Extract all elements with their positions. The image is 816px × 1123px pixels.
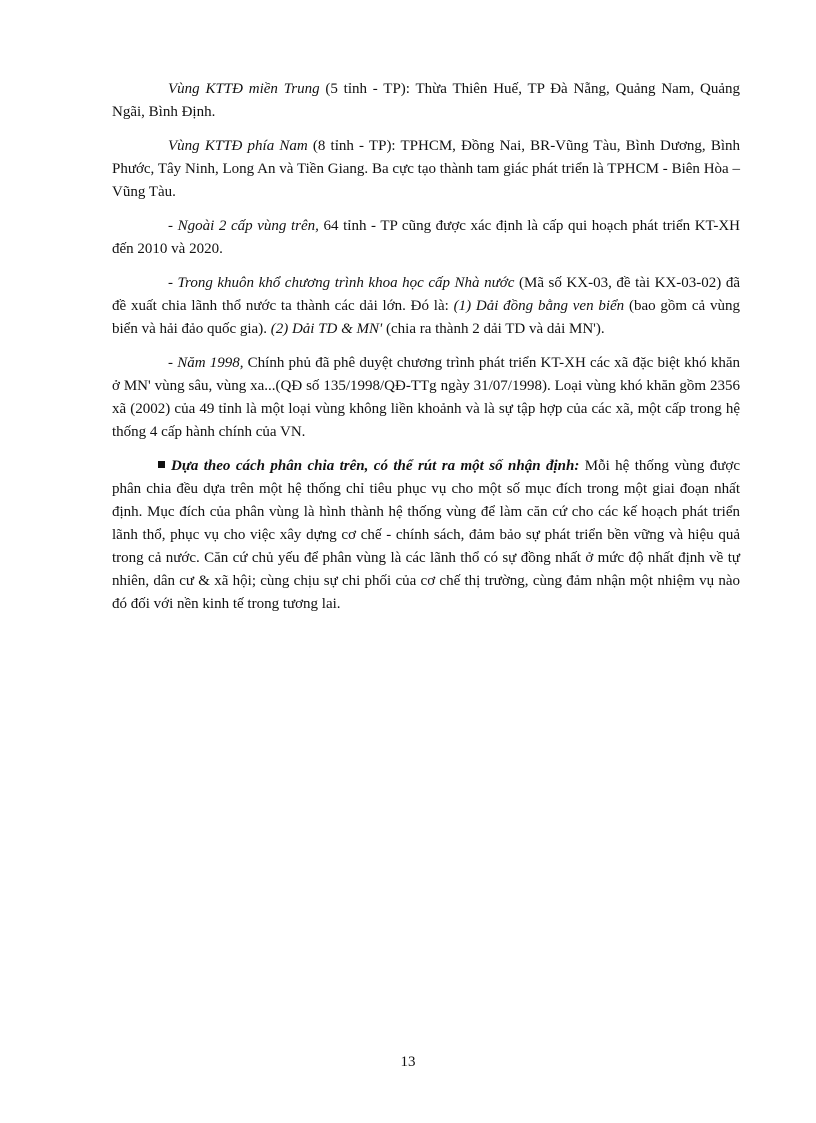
paragraph-lead: Ngoài 2 cấp vùng trên, bbox=[177, 218, 319, 234]
paragraph-lead: Năm 1998, bbox=[177, 355, 244, 371]
page-number: 13 bbox=[400, 1054, 416, 1070]
paragraph-national-program bbox=[112, 272, 740, 341]
paragraph-text: 64 tỉnh - TP cũng được xác định là cấp qui hoạch phát triển KT-XH đến 2010 và 2020. bbox=[112, 218, 741, 257]
midland-mountain-strip: (2) Dải TD & MN' bbox=[270, 321, 383, 337]
paragraph-text: (bao gồm cả vùng biển và hải đảo quốc gia). bbox=[112, 298, 740, 337]
paragraph-conclusions bbox=[112, 455, 740, 616]
paragraph-lead: Dựa theo cách phân chia trên, có thể rút ra một số nhận định: bbox=[171, 458, 580, 474]
region-name-southern: Vùng KTTĐ phía Nam bbox=[168, 138, 308, 154]
region-name-central: Vùng KTTĐ miền Trung bbox=[168, 81, 320, 97]
square-bullet-icon bbox=[158, 461, 165, 468]
paragraph-provinces bbox=[112, 215, 740, 261]
coastal-plain-strip: (1) Dải đồng bằng ven biển bbox=[453, 298, 625, 314]
paragraph-text: (chia ra thành 2 dải TD và dải MN'). bbox=[382, 321, 605, 337]
dash-marker: - bbox=[168, 275, 178, 291]
paragraph-year-1998 bbox=[112, 352, 740, 444]
paragraph-central-key-economic-region bbox=[112, 78, 740, 124]
dash-marker: - bbox=[168, 218, 178, 234]
paragraph-text: (5 tỉnh - TP): Thừa Thiên Huế, TP Đà Nẵng, Quảng Nam, Quảng Ngãi, Bình Định. bbox=[112, 81, 741, 120]
paragraph-text: Mỗi hệ thống vùng được phân chia đều dựa trên một hệ thống chỉ tiêu phục vụ cho một số mục đích trong một giai đoạn nhất định. Mục đích của phân vùng là hình thành hệ thống vùng để làm căn cứ cho các kế hoạch phát triển lãnh thổ, phục vụ cho việc xây dựng cơ chế - chính sách, đảm bảo sự phát triển bền vững và hiệu quả trong cả nước. Căn cứ chủ yếu để phân vùng là các lãnh thổ có sự đồng nhất ở mức độ nhất định về tự nhiên, dân cư & xã hội; cùng chịu sự chi phối của cơ chế thị trường, cùng đảm nhận một nhiệm vụ nào đó đối với nền kinh tế trong tương lai. bbox=[112, 458, 740, 612]
paragraph-text: (Mã số KX-03, đề tài KX-03-02) đã đề xuất chia lãnh thổ nước ta thành các dải lớn. Đó là: bbox=[112, 275, 740, 314]
dash-marker: - bbox=[168, 355, 178, 371]
paragraph-southern-key-economic-region bbox=[112, 135, 740, 204]
document-body bbox=[112, 78, 740, 627]
paragraph-lead: Trong khuôn khổ chương trình khoa học cấp Nhà nước bbox=[177, 275, 515, 291]
paragraph-text: (8 tỉnh - TP): TPHCM, Đồng Nai, BR-Vũng Tàu, Bình Dương, Bình Phước, Tây Ninh, Long An và Tiền Giang. Ba cực tạo thành tam giác phát triển là TPHCM - Biên Hòa – Vũng Tàu. bbox=[112, 138, 740, 200]
paragraph-text: Chính phủ đã phê duyệt chương trình phát triển KT-XH các xã đặc biệt khó khăn ở MN' vùng sâu, vùng xa...(QĐ số 135/1998/QĐ-TTg ngày 31/07/1998). Loại vùng khó khăn gồm 2356 xã (2002) của 49 tỉnh là một loại vùng không liền khoảnh và là sự tập hợp của các xã, một cấp trong hệ thống 4 cấp hành chính của VN. bbox=[112, 355, 740, 440]
